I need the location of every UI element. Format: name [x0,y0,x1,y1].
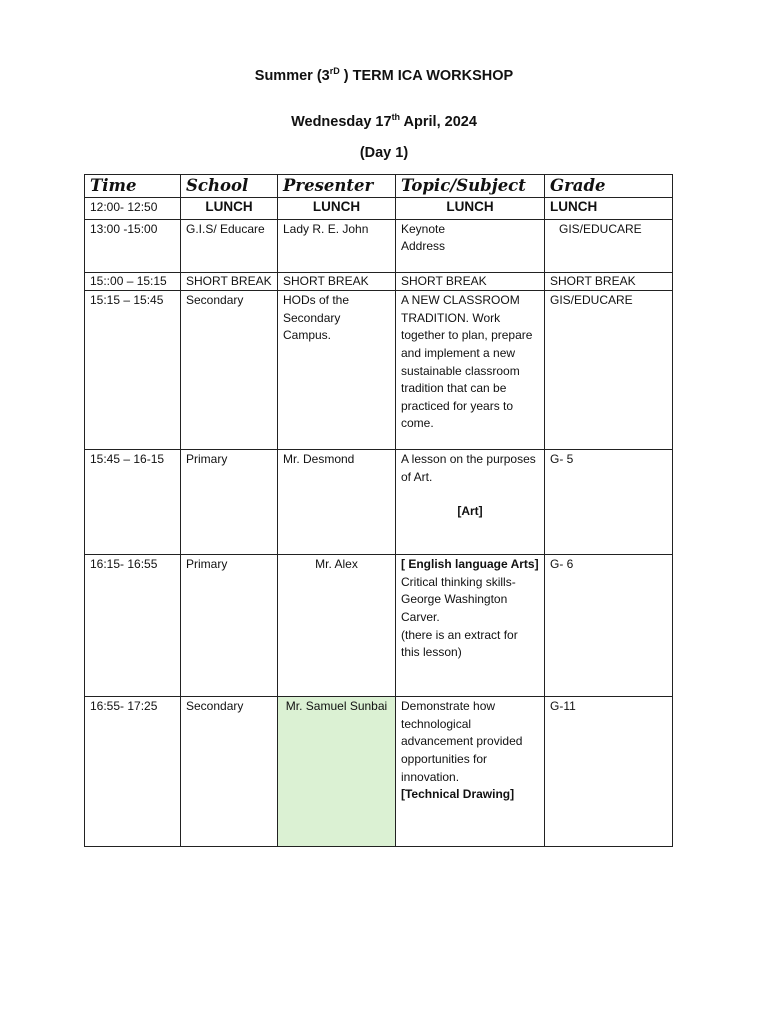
cell-grade: G- 5 [545,450,673,555]
cell-topic: SHORT BREAK [396,272,545,291]
topic-text: Critical thinking skills- George Washington Carver. (there is an extract for this lesson) [401,574,518,660]
cell-school: Primary [181,450,278,555]
cell-presenter-highlighted: Mr. Samuel Sunbai [278,697,396,847]
cell-presenter: LUNCH [278,198,396,220]
header-time: Time [85,175,181,198]
table-row [85,198,673,220]
header-presenter: Presenter [278,175,396,198]
cell-topic: A NEW CLASSROOM TRADITION. Work together to plan, prepare and implement a new sustainable classroom tradition that can be practiced for years to come. [396,291,545,450]
cell-grade: GIS/EDUCARE [545,219,673,272]
subject-tag: [Art] [457,504,483,519]
topic-text: A lesson on the purposes of Art. [401,452,536,484]
table-row [85,291,673,450]
table-row [85,555,673,697]
table-row [85,697,673,847]
cell-time: 13:00 -15:00 [85,219,181,272]
workshop-title: Summer (3rD ) TERM ICA WORKSHOP [254,66,514,84]
cell-school: LUNCH [181,198,278,220]
workshop-date: Wednesday 17th April, 2024 [291,112,477,130]
cell-grade: GIS/EDUCARE [545,291,673,450]
cell-grade: G-11 [545,697,673,847]
cell-presenter: Lady R. E. John [278,219,396,272]
cell-topic [396,450,545,555]
table-row [85,450,673,555]
header-topic: Topic/Subject [396,175,545,198]
cell-school: Primary [181,555,278,697]
cell-topic: LUNCH [396,198,545,220]
cell-topic [396,697,545,847]
cell-presenter: Mr. Alex [278,555,396,697]
cell-grade: SHORT BREAK [545,272,673,291]
cell-topic: Keynote Address [396,219,545,272]
table-row [85,219,673,272]
cell-grade: G- 6 [545,555,673,697]
subject-tag: [Technical Drawing] [401,787,515,802]
cell-time: 16:15- 16:55 [85,555,181,697]
cell-school: Secondary [181,291,278,450]
topic-text: Demonstrate how technological advancement provided opportunities for innovation. [401,699,523,784]
cell-presenter: HODs of the Secondary Campus. [278,291,396,450]
workshop-day: (Day 1) [359,145,409,161]
schedule-table [84,174,673,847]
cell-topic [396,555,545,697]
cell-school: Secondary [181,697,278,847]
cell-time: 12:00- 12:50 [85,198,181,220]
cell-time: 15::00 – 15:15 [85,272,181,291]
cell-time: 15:45 – 16-15 [85,450,181,555]
cell-time: 15:15 – 15:45 [85,291,181,450]
table-header-row [85,175,673,198]
cell-time: 16:55- 17:25 [85,697,181,847]
cell-presenter: SHORT BREAK [278,272,396,291]
header-school: School [181,175,278,198]
cell-school: G.I.S/ Educare [181,219,278,272]
table-row [85,272,673,291]
cell-school: SHORT BREAK [181,272,278,291]
header-grade: Grade [545,175,673,198]
cell-presenter: Mr. Desmond [278,450,396,555]
cell-grade: LUNCH [545,198,673,220]
subject-tag: [ English language Arts] [401,557,539,572]
